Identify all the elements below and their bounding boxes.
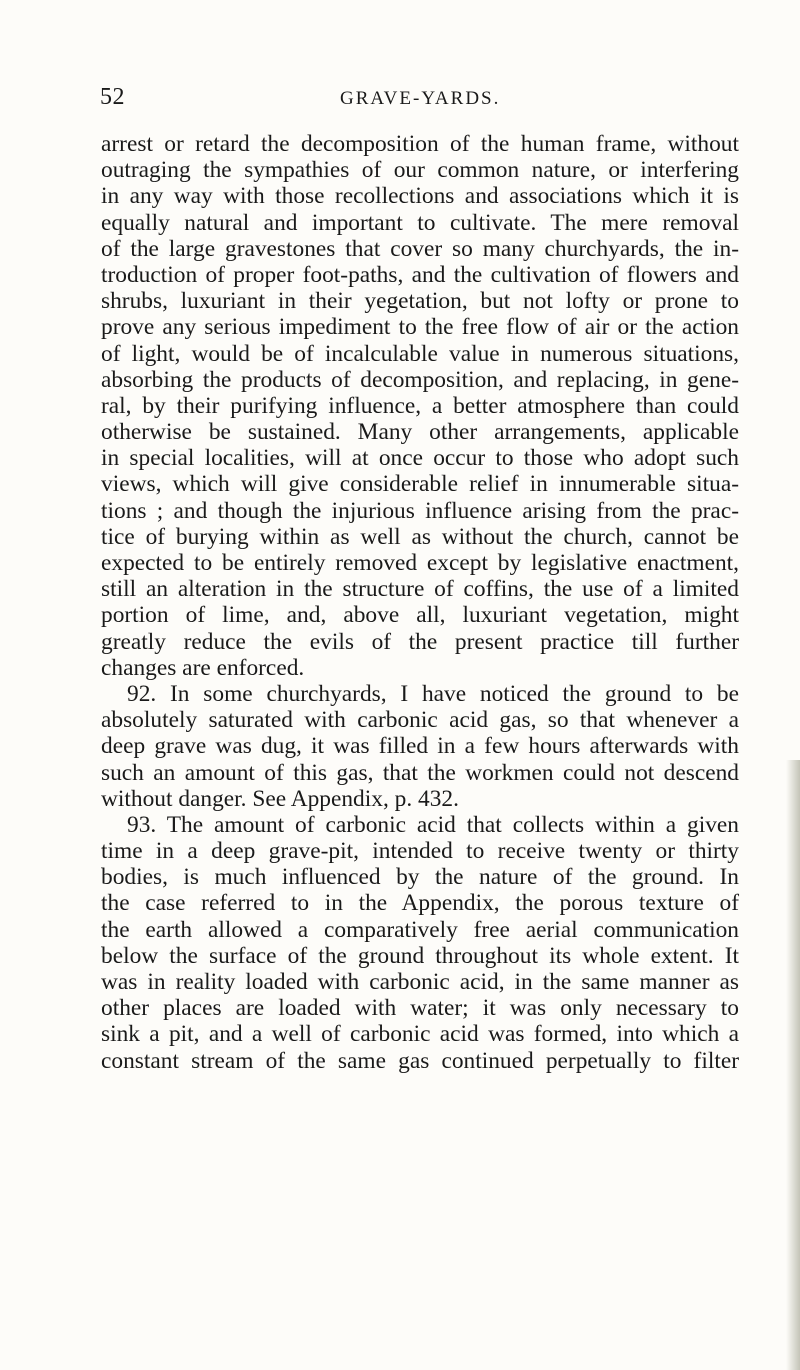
text-line: of the large gravestones that cover so many churchyards, the in- [101, 235, 739, 262]
running-head: GRAVE-YARDS. [340, 88, 501, 109]
text-line: views, which will give considerable relief in innumerable situa- [101, 471, 739, 498]
text-line: below the surface of the ground throughout its whole extent. It [101, 942, 739, 969]
page-number: 52 [100, 84, 125, 110]
text-line: still an alteration in the structure of coffins, the use of a limited [101, 576, 739, 603]
text-line: without danger. See Appendix, p. 432. [101, 785, 459, 812]
text-line: time in a deep grave-pit, intended to receive twenty or thirty [101, 838, 739, 865]
text-line: bodies, is much influenced by the nature of the ground. In [101, 864, 739, 891]
page-edge-shadow [786, 760, 800, 1370]
text-line: tions ; and though the injurious influence arising from the prac- [101, 497, 739, 524]
text-line: portion of lime, and, above all, luxuriant vegetation, might [101, 602, 739, 629]
text-line: absorbing the products of decomposition, and replacing, in gene- [101, 366, 739, 393]
paragraph-92-start: 92. In some churchyards, I have noticed the ground to be [127, 680, 739, 707]
text-line: prove any serious impediment to the free flow of air or the action [101, 314, 739, 341]
text-line: ral, by their purifying influence, a better atmosphere than could [101, 392, 739, 419]
text-line: equally natural and important to cultivate. The mere removal [101, 209, 739, 236]
text-line: sink a pit, and a well of carbonic acid was formed, into which a [101, 1021, 739, 1048]
text-line: of light, would be of incalculable value in numerous situations, [101, 340, 739, 367]
text-line: tice of burying within as well as without the church, cannot be [101, 523, 739, 550]
text-line: such an amount of this gas, that the workmen could not descend [101, 759, 739, 786]
text-line: in special localities, will at once occur to those who adopt such [101, 445, 739, 472]
text-line: shrubs, luxuriant in their yegetation, but not lofty or prone to [101, 288, 739, 315]
text-line: the earth allowed a comparatively free aerial communication [101, 916, 739, 943]
text-line: troduction of proper foot-paths, and the cultivation of flowers and [101, 261, 739, 288]
text-line: outraging the sympathies of our common nature, or interfering [101, 157, 739, 184]
text-line: greatly reduce the evils of the present practice till further [101, 628, 739, 655]
text-line: deep grave was dug, it was filled in a few hours afterwards with [101, 733, 739, 760]
text-line: the case referred to in the Appendix, the porous texture of [101, 890, 739, 917]
text-line: expected to be entirely removed except by legislative enactment, [101, 550, 739, 576]
text-line: arrest or retard the decomposition of the human frame, without [101, 131, 739, 157]
text-line: was in reality loaded with carbonic acid, in the same manner as [101, 969, 739, 995]
text-line: constant stream of the same gas continued perpetually to filter [101, 1047, 739, 1074]
paragraph-93-start: 93. The amount of carbonic acid that collects within a given [127, 811, 739, 838]
text-line: otherwise be sustained. Many other arrangements, applicable [101, 419, 739, 446]
text-line: absolutely saturated with carbonic acid gas, so that whenever a [101, 707, 739, 734]
text-line: changes are enforced. [101, 654, 305, 681]
body-text [101, 131, 739, 1074]
text-line: other places are loaded with water; it was only necessary to [101, 995, 739, 1022]
page-header [100, 84, 740, 114]
text-line: in any way with those recollections and associations which it is [101, 183, 739, 210]
